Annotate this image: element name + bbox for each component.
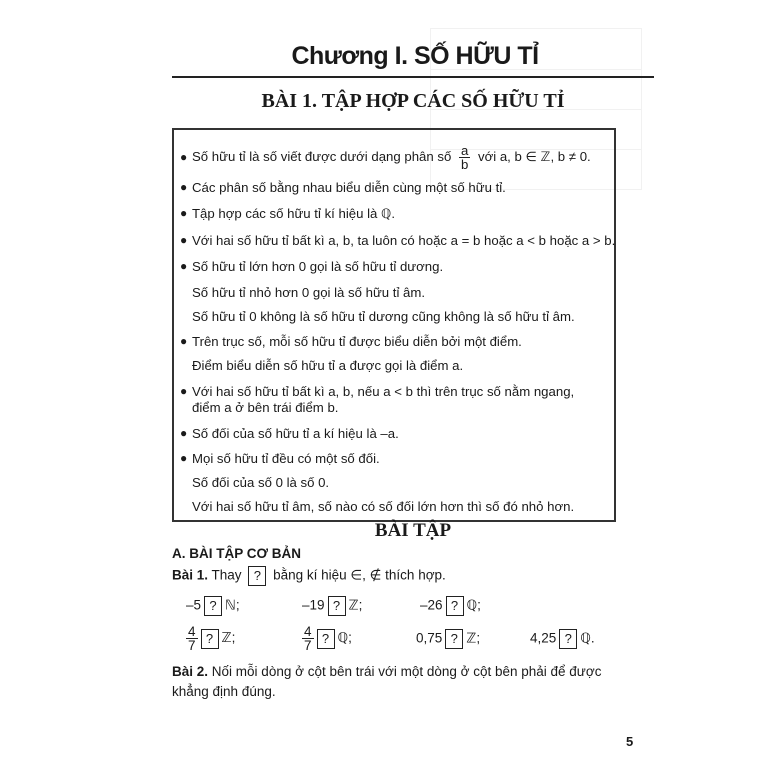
answer-box[interactable]: ?	[204, 596, 222, 616]
exercise-item: –19 ? ℤ;	[302, 596, 362, 616]
bullet-icon: ●	[180, 259, 188, 273]
fraction: $\frac{4}{7}$	[304, 624, 312, 653]
bullet-icon: ●	[180, 180, 188, 194]
bullet-icon: ●	[180, 334, 188, 348]
answer-box[interactable]: ?	[559, 629, 577, 649]
page-number: 5	[626, 734, 634, 749]
bullet-icon: ●	[180, 384, 188, 398]
exercise-item: 0,75 ? ℤ;	[416, 629, 480, 649]
bullet-icon: ●	[180, 206, 188, 220]
bullet-icon: ●	[180, 150, 188, 164]
title-rule	[172, 76, 654, 78]
exercise-item: $\frac{4}{7}$ ? ℚ;	[304, 624, 352, 653]
answer-box[interactable]: ?	[317, 629, 335, 649]
answer-box[interactable]: ?	[248, 566, 266, 586]
exercise-1: Bài 1. Thay ? bằng kí hiệu ∈, ∉ thích hợp.	[172, 566, 446, 586]
answer-box[interactable]: ?	[201, 629, 219, 649]
exercise-item: $\frac{4}{7}$ ? ℤ;	[188, 624, 236, 653]
exercise-item: –5 ? ℕ;	[186, 596, 240, 616]
exercises-heading: BÀI TẬP	[374, 520, 452, 541]
lesson-title: BÀI 1. TẬP HỢP CÁC SỐ HỮU TỈ	[261, 90, 565, 112]
bullet-icon: ●	[180, 451, 188, 465]
exercise-2: Bài 2. Nối mỗi dòng ở cột bên trái với một dòng ở cột bên phải để được	[172, 664, 602, 679]
bullet-icon: ●	[180, 426, 188, 440]
exercise-item: –26 ? ℚ;	[420, 596, 481, 616]
fraction: $\frac{4}{7}$	[188, 624, 196, 653]
answer-box[interactable]: ?	[446, 596, 464, 616]
answer-box[interactable]: ?	[328, 596, 346, 616]
exercise-2-cont: khẳng định đúng.	[172, 684, 276, 699]
bullet-icon: ●	[180, 233, 188, 247]
answer-box[interactable]: ?	[445, 629, 463, 649]
chapter-title: Chương I. SỐ HỮU TỈ	[291, 42, 539, 70]
theory-box: ● Số hữu tỉ là số viết được dưới dạng phân số $\frac{a}{b}$ với a, b ∈ ℤ, b ≠ 0. ● Các phân số bằng nhau biểu diễn cùng một số hữu tỉ. ● Tập hợp các số hữu tỉ kí hiệu là ℚ. ● Với hai số hữu tỉ bất kì a, b, ta luôn có hoặc a = b hoặc a < b hoặc a > b. ● Số hữu tỉ lớn hơn 0 gọi là số hữu tỉ dương. Số hữu tỉ nhỏ hơn 0 gọi là số hữu tỉ âm. Số hữu tỉ 0 không là số hữu tỉ dương cũng không là số hữu tỉ âm. ● Trên trục số, mỗi số hữu tỉ được biểu diễn bởi một điểm. Điểm biểu diễn số hữu tỉ a được gọi là điểm a. ● Với hai số hữu tỉ bất kì a, b, nếu a < b thì trên trục số nằm ngang, điểm a ở bên trái điểm b. ● Số đối của số hữu tỉ a kí hiệu là –a. ● Mọi số hữu tỉ đều có một số đối. Số đối của số 0 là số 0. Với hai số hữu tỉ âm, số nào có số đối lớn hơn thì số đó nhỏ hơn.	[172, 128, 616, 522]
exercise-item: 4,25 ? ℚ.	[530, 629, 595, 649]
section-a-heading: A. BÀI TẬP CƠ BẢN	[172, 546, 302, 561]
fraction: $\frac{a}{b}$	[461, 143, 469, 172]
